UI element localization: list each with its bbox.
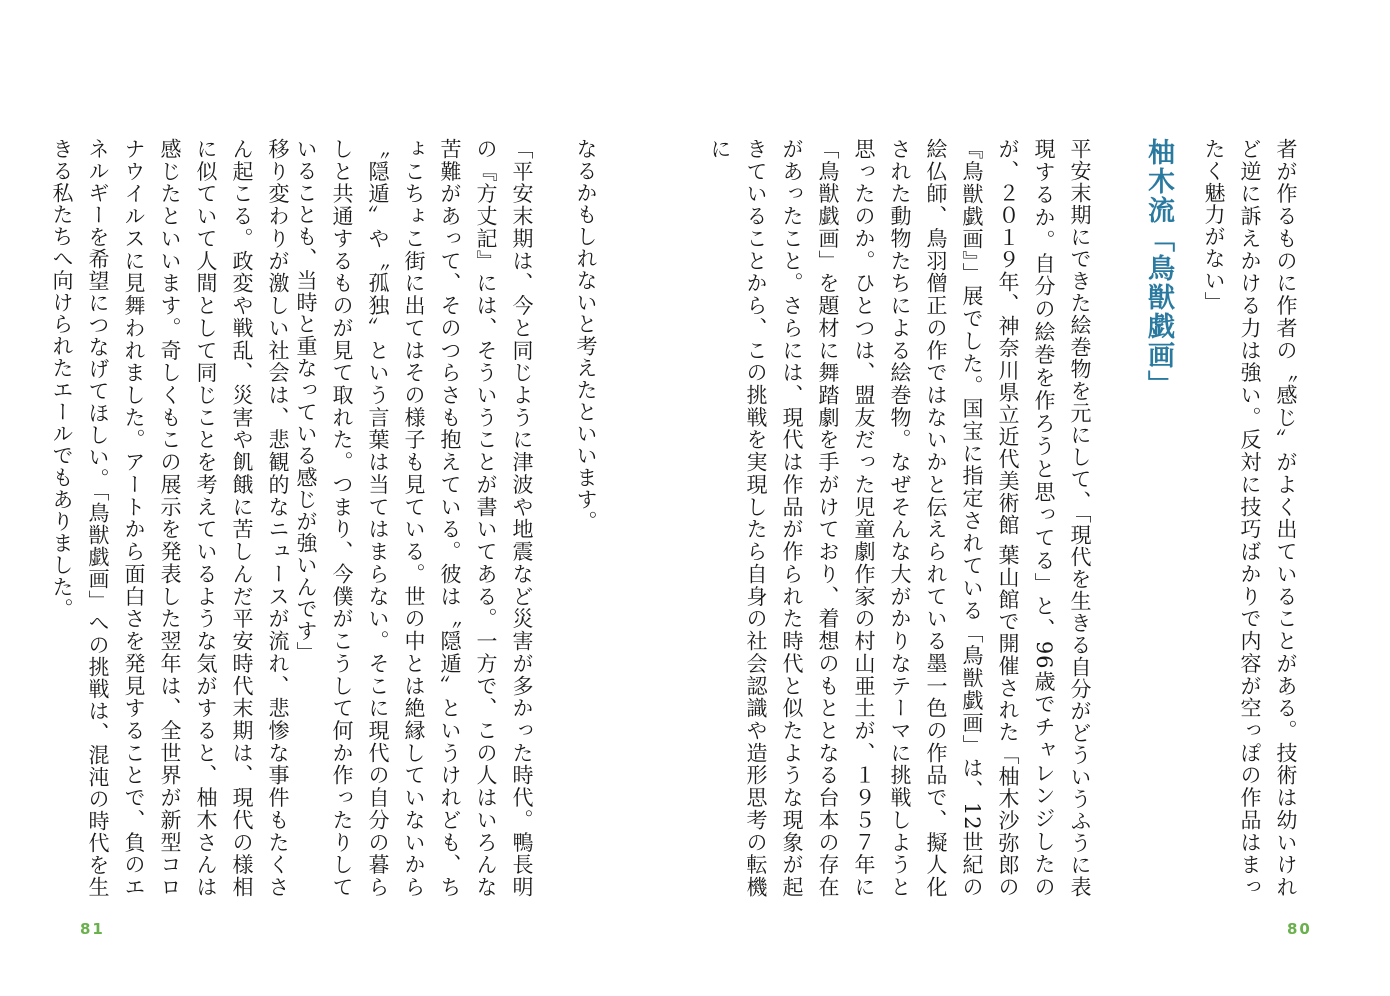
page-number: 81 — [80, 920, 105, 938]
section-heading: 柚木流「鳥獣戯画」 — [1143, 138, 1174, 399]
continuation-text: 者が作るものに作者の〝感じ〟がよく出ていることがある。技術は幼いけれど逆に訴えかける力は強い。反対に技巧ばかりで内容が空っぽの作品はまったく魅力がない」 — [1202, 138, 1298, 898]
page-80 — [695, 0, 1390, 996]
body-text: 平安末期にできた絵巻物を元にして、「現代を生きる自分がどういうふうに表現するか。自分の絵巻を作ろうと思ってる」と、96歳でチャレンジしたのが、２０１９年、神奈川県立近代美術館 葉山館で開催された「柚木沙弥郎の『鳥獣戯画』」展でした。国宝に指定されている「鳥獣戯画」は、12世紀の絵仏師、鳥羽僧正の作ではないかと伝えられている墨一色の作品で、擬人化された動物たちによる絵巻物。なぜそんな大がかりなテーマに挑戦しようと思ったのか。ひとつは、盟友だった児童劇作家の村山亜土が、１９５７年に「鳥獣戯画」を題材に舞踏劇を手がけており、着想のもととなる台本の存在があったこと。さらには、現代は作品が作られた時代と似たような現象が起きていることから、この挑戦を実現したら自身の社会認識や造形思考の転機に — [708, 138, 1092, 898]
body-text: 移り変わりが激しい社会は、悲観的なニュースが流れ、悲惨な事件もたくさん起こる。政変や戦乱、災害や飢餓に苦しんだ平安時代末期は、現代の様相に似ていて人間として同じことを考えているような気がすると、柚木さんは感じたといいます。奇しくもこの展示を発表した翌年は、全世界が新型コロナウイルスに見舞われました。アートから面白さを発見することで、負のエネルギーを希望につなげてほしい。「鳥獣戯画」への挑戦は、混沌の時代を生きる私たちへ向けられたエールでもありました。 — [50, 138, 290, 898]
continuation-text: なるかもしれないと考えたといいます。 — [574, 138, 598, 533]
quote-text: 「平安末期は、今と同じように津波や地震など災害が多かった時代。鴨長明の『方丈記』には、そういうことが書いてある。一方で、この人はいろんな苦難があって、そのつらさも抱えている。彼は〝隠遁〟というけれども、ちょこちょこ街に出てはその様子も見ている。世の中とは絶縁していないから〝隠遁〟や〝孤独〟という言葉は当てはまらない。そこに現代の自分の暮らしと共通するものが見て取れた。つまり、今僕がこうして何か作ったりしていることも、当時と重なっている感じが強いんです」 — [294, 138, 534, 898]
page-number: 80 — [1287, 920, 1312, 938]
